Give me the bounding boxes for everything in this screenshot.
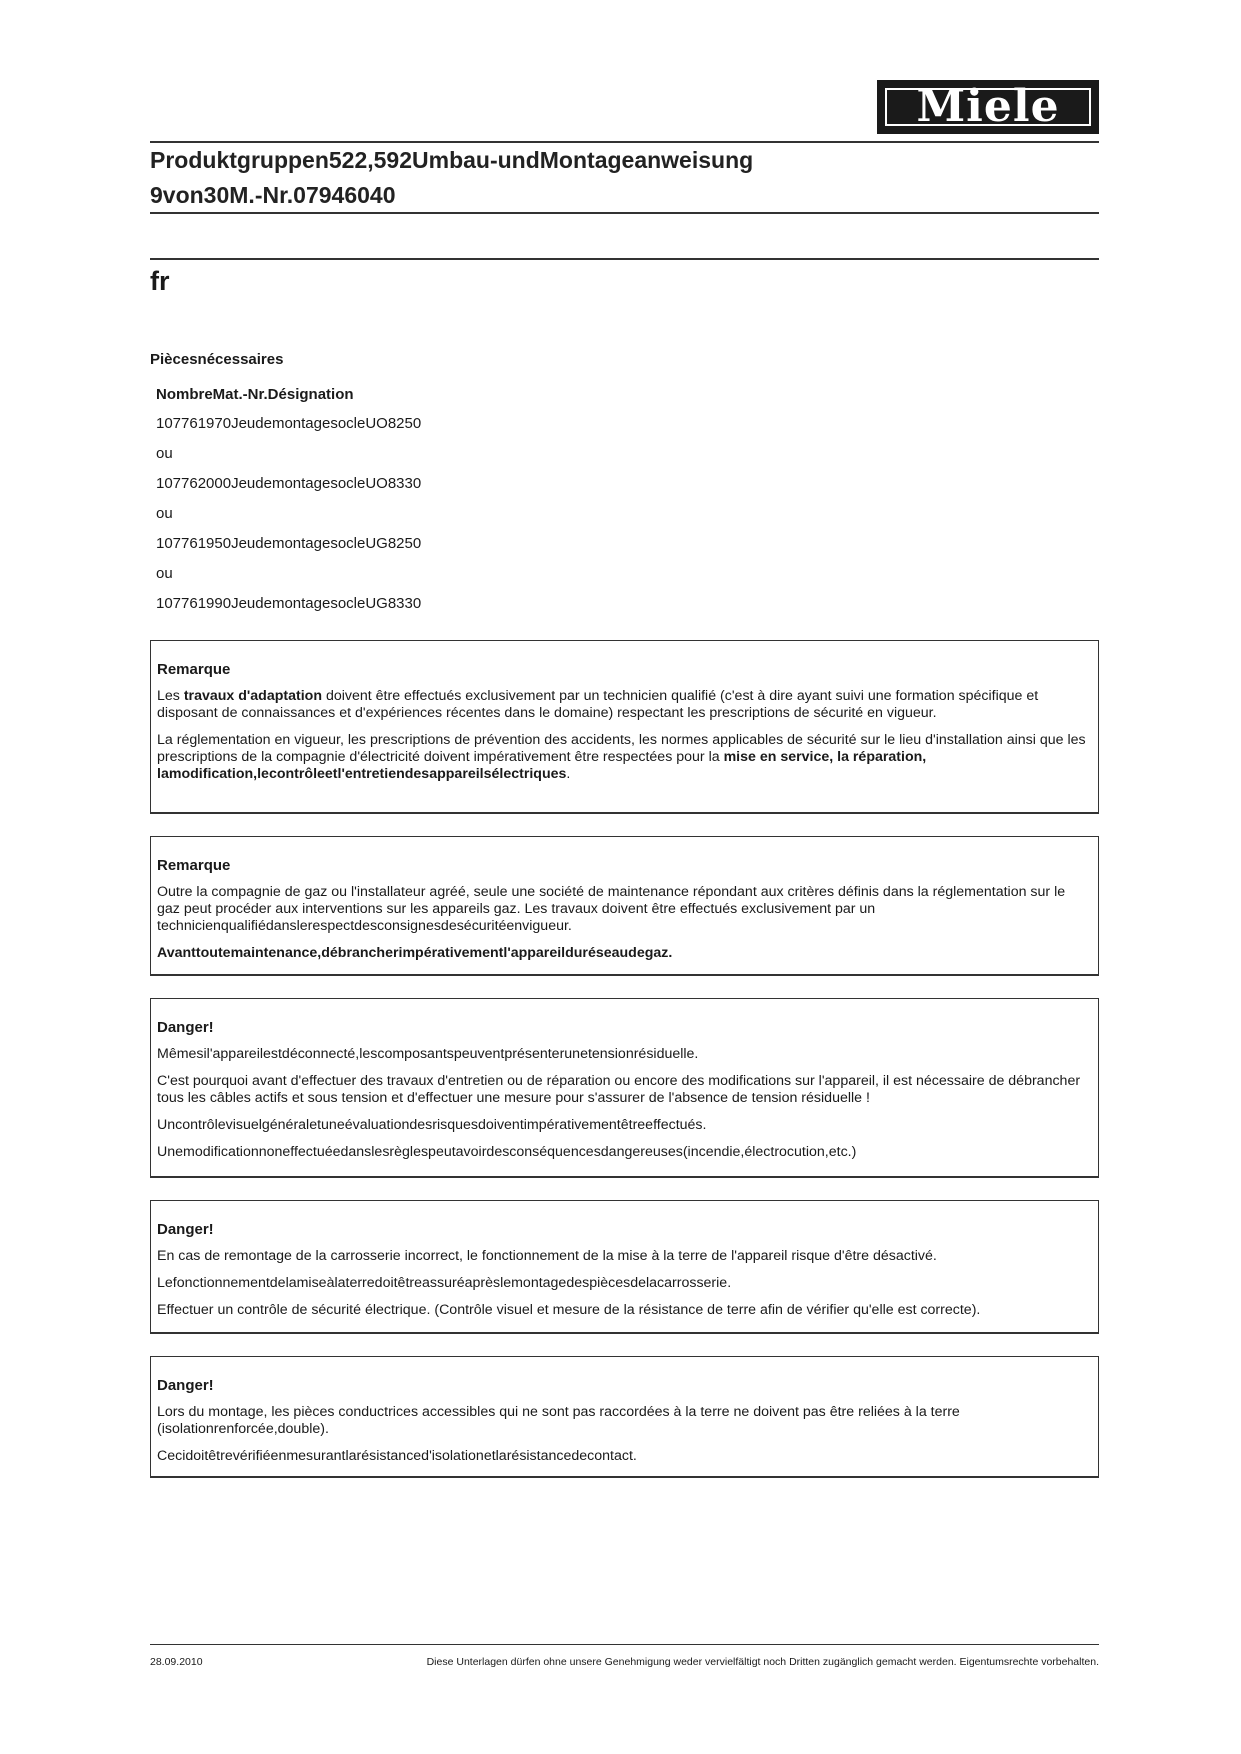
parts-header: NombreMat.-Nr.Désignation <box>156 386 354 403</box>
footer <box>150 1656 1099 1668</box>
danger-title: Danger! <box>157 1221 214 1238</box>
danger-paragraph: Mêmesil'appareilestdéconnecté,lescomposantspeuventprésenterunetensionrésiduelle. <box>157 1046 699 1062</box>
note-paragraph-bold: Avanttoutemaintenance,débrancherimpérativementl'appareilduréseaudegaz. <box>157 945 673 961</box>
parts-list <box>156 386 421 625</box>
header-rule-top <box>150 141 1099 143</box>
danger-title: Danger! <box>157 1019 214 1036</box>
header-rule-bottom <box>150 212 1099 214</box>
page-title: Produktgruppen522,592Umbau-undMontageanweisung <box>150 147 754 173</box>
danger-paragraph: Uncontrôlevisuelgénéraletuneévaluationdesrisquesdoiventimpérativementêtreeffectués. <box>157 1117 707 1133</box>
parts-section-title: Piècesnécessaires <box>150 351 284 368</box>
parts-row: ou <box>156 445 173 462</box>
note-title: Remarque <box>157 857 231 874</box>
parts-row: 107761970JeudemontagesocleUO8250 <box>156 415 422 432</box>
danger-paragraph: Cecidoitêtrevérifiéenmesurantlarésistanced'isolationetlarésistancedecontact. <box>157 1448 637 1464</box>
note-box-gas <box>150 836 1099 976</box>
note-title: Remarque <box>157 661 231 678</box>
parts-row: 107762000JeudemontagesocleUO8330 <box>156 475 422 492</box>
note-box-adaptation <box>150 640 1099 814</box>
parts-row: ou <box>156 505 173 522</box>
danger-paragraph: En cas de remontage de la carrosserie incorrect, le fonctionnement de la mise à la terre de l'appareil risque d'être désactivé. <box>157 1248 937 1264</box>
danger-paragraph: C'est pourquoi avant d'effectuer des travaux d'entretien ou de réparation ou encore des modifications sur l'appareil, il est nécessaire de débrancher tous les câbles actifs et sous tension et d'effectuer une mesure pour s'assurer de l'absence de tension résiduelle ! <box>157 1073 1081 1106</box>
language-rule <box>150 258 1099 260</box>
footer-rule <box>150 1644 1099 1645</box>
danger-paragraph: Lefonctionnementdelamiseàlaterredoitêtreassuréaprèslemontagedespiècesdelacarrosserie. <box>157 1275 732 1291</box>
danger-paragraph: Lors du montage, les pièces conductrices accessibles qui ne sont pas raccordées à la terre ne doivent pas être reliées à la terre (isolationrenforcée,double). <box>157 1404 960 1437</box>
note-paragraph: Outre la compagnie de gaz ou l'installateur agréé, seule une société de maintenance répondant aux critères définis dans la réglementation sur le gaz peut procéder aux interventions sur les appareils gaz. Les travaux doivent être effectués exclusivement par un technicienqualifiédanslerespectdesconsignesdesécuritéenvigueur. <box>157 884 1066 934</box>
miele-logo: Miele <box>877 80 1099 134</box>
note-paragraph: La réglementation en vigueur, les prescriptions de prévention des accidents, les normes applicables de sécurité sur le lieu d'installation ainsi que les prescriptions de la compagnie d'électricité doivent impérativement être respectées pour la mise en service, la réparation, lamodification,lecontrôleetl'entretiendesappareilsélectriques. <box>157 732 1086 782</box>
parts-row: 107761990JeudemontagesocleUG8330 <box>156 595 422 612</box>
danger-box-grounding <box>150 1200 1099 1334</box>
danger-box-residual-voltage <box>150 998 1099 1178</box>
danger-paragraph: Unemodificationnoneffectuéedanslesrèglespeutavoirdesconséquencesdangereuses(incendie,électrocution,etc.) <box>157 1144 857 1160</box>
language-code: fr <box>150 266 170 296</box>
danger-paragraph: Effectuer un contrôle de sécurité électrique. (Contrôle visuel et mesure de la résistance de terre afin de vérifier qu'elle est correcte). <box>157 1302 981 1318</box>
danger-box-insulation <box>150 1356 1099 1478</box>
danger-title: Danger! <box>157 1377 214 1394</box>
footer-date: 28.09.2010 <box>150 1656 203 1668</box>
footer-copyright-notice: Diese Unterlagen dürfen ohne unsere Genehmigung weder vervielfältigt noch Dritten zugänglich gemacht werden. Eigentumsrechte vorbehalten. <box>426 1656 1099 1668</box>
parts-row: ou <box>156 565 173 582</box>
note-paragraph: Les travaux d'adaptation doivent être effectués exclusivement par un technicien qualifié (c'est à dire ayant suivi une formation spécifique et disposant de connaissances et d'expériences récentes dans le domaine) respectant les prescriptions de sécurité en vigueur. <box>157 688 1039 721</box>
parts-row: 107761950JeudemontagesocleUG8250 <box>156 535 422 552</box>
document-number: 9von30M.-Nr.07946040 <box>150 182 396 208</box>
